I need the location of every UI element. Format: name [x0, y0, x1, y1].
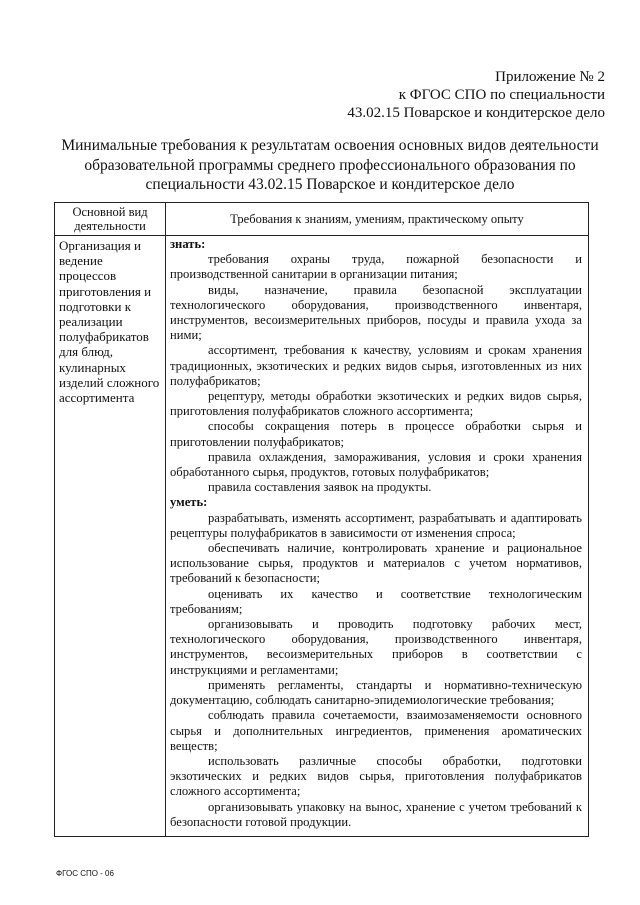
list-item: правила составления заявок на продукты. [208, 480, 432, 495]
list-item: оценивать их качество и соответствие технологическим требованиям; [170, 586, 582, 616]
appendix-number: Приложение № 2 [495, 69, 605, 85]
requirements-table [54, 202, 589, 837]
list-item: ассортимент, требования к качеству, условиям и срокам хранения традиционных, экзотических и редких видов сырья, изготовленных из них полуфабрикатов; [170, 343, 582, 388]
appendix-specialty: 43.02.15 Поварское и кондитерское дело [347, 105, 605, 121]
footer-code: ФГОС СПО - 06 [56, 869, 114, 878]
appendix-heading [347, 68, 605, 122]
title-line-1: Минимальные требования к результатам освоения основных видов деятельности [61, 137, 599, 154]
requirements-cell [166, 236, 589, 837]
header-activity: Основной вид деятельности [55, 203, 166, 236]
activity-cell: Организация и ведение процессов приготовления и подготовки к реализации полуфабрикатов для блюд, кулинарных изделий сложного ассортимента [55, 236, 166, 837]
list-item: способы сокращения потерь в процессе обработки сырья и приготовлении полуфабрикатов; [170, 419, 582, 449]
document-title [60, 136, 600, 195]
title-line-2: образовательной программы среднего профессионального образования по [84, 156, 576, 174]
list-item: рецептуру, методы обработки экзотических и редких видов сырья, приготовления полуфабрикатов сложного ассортимента; [170, 389, 582, 419]
list-item: организовывать упаковку на вынос, хранение с учетом требований к безопасности готовой продукции. [170, 799, 582, 829]
table-header-row [55, 203, 589, 236]
table-row [55, 236, 589, 837]
title-line-3: специальности 43.02.15 Поварское и кондитерское дело [145, 176, 515, 193]
appendix-standard: к ФГОС СПО по специальности [398, 87, 605, 103]
list-item: соблюдать правила сочетаемости, взаимозаменяемости основного сырья и дополнительных ингредиентов, применения ароматических веществ; [170, 708, 582, 753]
list-item: применять регламенты, стандарты и нормативно-техническую документацию, соблюдать санитарно-эпидемиологические требования; [170, 677, 582, 708]
know-label: знать: [170, 237, 206, 251]
list-item: правила охлаждения, замораживания, условия и сроки хранения обработанного сырья, продуктов, готовых полуфабрикатов; [170, 449, 582, 480]
list-item: организовывать и проводить подготовку рабочих мест, технологического оборудования, производственного инвентаря, инструментов, весоизмерительных приборов в соответствии с инструкциями и регламентами; [170, 617, 582, 677]
list-item: использовать различные способы обработки, подготовки экзотических и редких видов сырья, приготовления полуфабрикатов сложного ассортимента; [170, 753, 582, 799]
header-requirements: Требования к знаниям, умениям, практическому опыту [166, 203, 589, 236]
list-item: виды, назначение, правила безопасной эксплуатации технологического оборудования, производственного инвентаря, инструментов, весоизмерительных приборов, посуды и правила ухода за ними; [170, 282, 582, 343]
list-item: требования охраны труда, пожарной безопасности и производственной санитарии в организации питания; [170, 252, 582, 282]
list-item: разрабатывать, изменять ассортимент, разрабатывать и адаптировать рецептуры полуфабрикатов в зависимости от изменения спроса; [170, 510, 582, 540]
skills-label: уметь: [170, 495, 208, 510]
list-item: обеспечивать наличие, контролировать хранение и рациональное использование сырья, продуктов и материалов с учетом нормативов, требований к безопасности; [170, 541, 582, 586]
